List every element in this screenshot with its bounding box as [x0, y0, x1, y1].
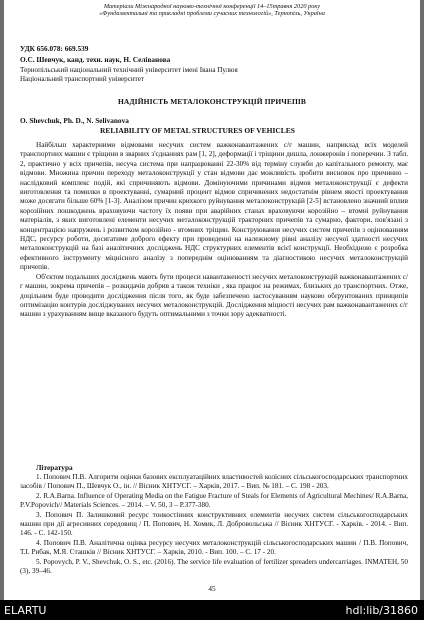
repository-name[interactable]: ELARTU [4, 604, 47, 617]
literature-heading: Література [36, 463, 73, 472]
header-line-2: «Фундаментальні та прикладні проблеми сучасних технологій», Тернопіль, Україна [99, 10, 325, 18]
authors-english: O. Shevchuk, Ph. D., N. Selivanova [20, 116, 129, 125]
reference-list [20, 473, 408, 576]
affiliations [20, 66, 410, 84]
reference-item: 2. R.A.Barna. Influence of Operating Media on the Fatigue Fracture of Steals for Elements of Agricultural Mechines/ R.A.Barna, P.V.Popovich// Materials Sciences. – 2014. – V. 50, 3 – P.377-380. [20, 491, 408, 510]
document-page [4, 0, 420, 600]
header-line-1: Матеріали Міжнародної науково-технічної конференції 14–15травня 2020 року [103, 3, 321, 10]
affiliation-2: Національний транспортний університет [20, 75, 145, 83]
paragraph: Об'єктом подальших досліджень мають бути процеси навантаженості несучих металоконструкцій важконавантажених с/г машин, зокрема причепів – розкидачів добрив а також техніки , яка працює на режимах, близьких до транспортних. Отже, доцільним буде проводити дослідження після того, як буде забезпечено застосуванням науково обґрунтованих принципів оптимізацію контурів досліджуваних несучих металоконструкцій. Дослідження міцності несучих рам важконавантажених с/г машин з урахуванням вище вказаного будуть оптимальними з точки зору адекватності. [20, 272, 408, 319]
udc-code: УДК 656.078: 669.539 [20, 44, 89, 53]
title-ukrainian: НАДІЙНІСТЬ МЕТАЛОКОНСТРУКЦІЙ ПРИЧЕПІВ [117, 97, 307, 106]
body-text [20, 141, 408, 320]
authors-ukrainian: О.С. Шевчук, канд. техн. наук, Н. Селіванова [20, 55, 171, 64]
reference-item: 1. Попович П.В. Алгоритм оцінки базових експлуатаційних властивостей колісних сільськогосподарських транспортних засобів / Попович П., Шевчук О., ін. // Вісник ХНТУСГ. – Харків, 2017. – Вип. № 181. – С. 198 - 203. [20, 473, 408, 491]
reference-item: 5. Popovych, P. V., Shevchuk, O. S., etc. (2016). The service life evaluation of fertilizer spreaders undercarriages. INMATEH, 50 (3), 39–46. [20, 557, 408, 576]
paragraph: Найбільш характерними відмовами несучих систем важконавантажених с/г машин, наприклад всіх моделей транспортних машин є тріщини в зварних з'єднаннях рам [1, 2], деформації і тріщини дишла, лонжеронів і поперечин. З табл. 2, практично у всіх причепів, несуча система при напрацюванні 22-30% від терміну служби до капітального ремонту, має відмови. Множина причин переходу металоконструкції у стан відмови дає можливість зробити висновок про причинно – наслідковий комплекс подій, які спричиняють відмови. Домінуючими причинами відмов металоконструкції є дефекти виготовлення та помилки в проектуванні, сумарний процент відмов спричинених недостатнім рівнем якості проектування може досягати більше 60% [1-3]. Аналізом причин крихкого руйнування металоконструкцій [2-5] встановлено значний вплив корозійних пошкоджень враховуючи частоту їх появи при аварійних станах враховуючи корозійно – втомні руйнування матеріалів, з яких виготовлені елементи несучих металоконструкцій тракторних причепів та сумарно, фактори, пов'язані з концентрацією напружень і розвитком корозійно - втомних тріщин. Конструювання несучих систем причепів з оцінюванням НДС, ресурсу роботи, досягатиме доброго ефекту при проведенні на належному рівні аналізу несучої здатності несучих металоконструкцій на базі аналітичних досліджень НДС структурних елементів всієї конструкції. Необхідною є розробка ефективного інструменту міцнісного аналізу з попереднім оцінюванням та діагностикою несучих металоконструкцій причепів. [20, 141, 408, 272]
reference-item: 3. Попович П. Залишковий ресурс тонкостінних конструктивних елементів несучих систем сільськогосподарських машин при дії агресивних середовищ / П. Попович, Н. Хомик, Л. Добровольська // Вісник ХНТУСГ. - Харків. - 2014. - Вип. 146. - С. 142-150. [20, 510, 408, 538]
handle-identifier[interactable]: hdl:lib/31860 [345, 604, 418, 617]
reference-item: 4. Попович П.В. Аналітична оцінка ресурсу несучих металоконструкцій сільськогосподарських машин / П.В. Попович, Т.І. Рибак, М.Я. Сташків // Вісник ХНТУСГ. – Харків, 2010. - Вип. 100. – С. 17 - 20. [20, 538, 408, 557]
affiliation-1: Тернопільський національний технічний університет імені Івана Пулюя [20, 66, 238, 74]
conference-header [4, 3, 420, 18]
page-number: 45 [208, 584, 216, 593]
title-english: RELIABILITY OF METAL STRUCTURES OF VEHICLES [100, 126, 295, 135]
repository-footer-bar [0, 600, 424, 620]
